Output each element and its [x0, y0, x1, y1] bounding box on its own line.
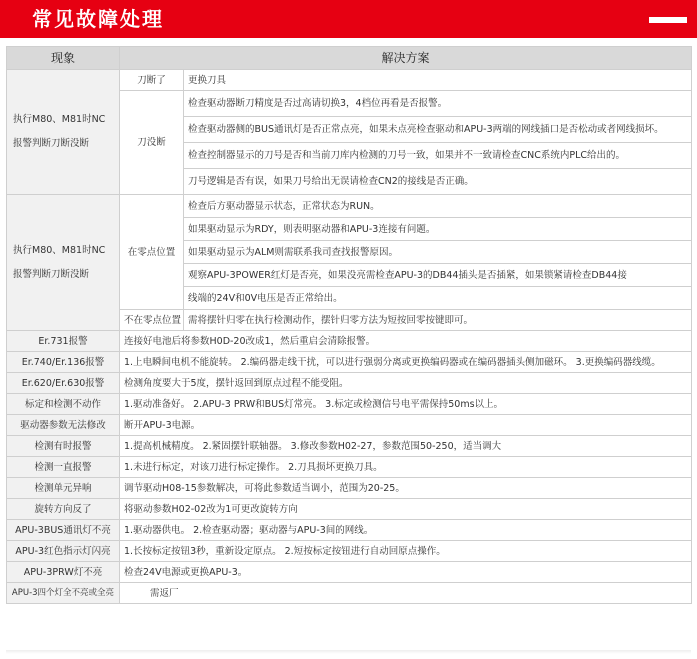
group1-solution-line: 检查驱动器侧的BUS通讯灯是否正常点亮，如果未点亮检查驱动和APU-3两端的网线插口是否松动或者网线损坏。 — [184, 117, 692, 143]
group1-solution-line: 检查驱动器断刀精度是否过高请切换3，4档位再看是否报警。 — [184, 91, 692, 117]
row-solution: 1.上电瞬间电机不能旋转。 2.编码器走线干扰，可以进行强弱分离或更换编码器或在编码器插头侧加磁环。 3.更换编码器线缆。 — [120, 352, 692, 373]
table-row — [7, 195, 692, 218]
group1-sub-broken: 刀断了 — [120, 70, 184, 91]
row-symptom: Er.620/Er.630报警 — [7, 373, 120, 394]
row-solution: 检测角度要大于5度，摆针返回到原点过程不能受阻。 — [120, 373, 692, 394]
row-solution: 将驱动参数H02-02改为1可更改旋转方向 — [120, 499, 692, 520]
table-row — [7, 562, 692, 583]
fault-table-container — [6, 46, 691, 604]
table-row — [7, 331, 692, 352]
row-symptom: 检测一直报警 — [7, 457, 120, 478]
row-symptom: 检测单元异响 — [7, 478, 120, 499]
group2-solution-line: 如果驱动显示为ALM则需联系我司查找报警原因。 — [184, 241, 692, 264]
group2-symptom-line2: 报警判断刀断没断 — [13, 268, 90, 280]
table-row — [7, 541, 692, 562]
group2-sub-not-at-zero: 不在零点位置 — [120, 310, 184, 331]
row-solution: 需返厂 — [120, 583, 692, 604]
table-header-row — [7, 47, 692, 70]
fault-table — [6, 46, 692, 604]
table-row — [7, 415, 692, 436]
table-row — [7, 352, 692, 373]
group2-sub-at-zero: 在零点位置 — [120, 195, 184, 310]
row-symptom: Er.731报警 — [7, 331, 120, 352]
row-symptom: APU-3四个灯全不亮或全亮 — [7, 583, 120, 604]
row-solution: 1.未进行标定，对该刀进行标定操作。 2.刀具损坏更换刀具。 — [120, 457, 692, 478]
group2-symptom — [7, 195, 120, 331]
table-row — [7, 436, 692, 457]
row-symptom: APU-3PRW灯不亮 — [7, 562, 120, 583]
table-row — [7, 499, 692, 520]
row-solution: 1.驱动器供电。 2.检查驱动器；驱动器与APU-3间的网线。 — [120, 520, 692, 541]
group2-solution-line: 检查后方驱动器显示状态，正常状态为RUN。 — [184, 195, 692, 218]
footer-shadow — [6, 650, 691, 654]
row-symptom: APU-3BUS通讯灯不亮 — [7, 520, 120, 541]
group1-solution-line: 刀号逻辑是否有误，如果刀号给出无误请检查CN2的接线是否正确。 — [184, 169, 692, 195]
group1-sub-not-broken: 刀没断 — [120, 91, 184, 195]
row-symptom: APU-3红色指示灯闪亮 — [7, 541, 120, 562]
table-row — [7, 457, 692, 478]
group1-solution-broken: 更换刀具 — [184, 70, 692, 91]
row-solution: 断开APU-3电源。 — [120, 415, 692, 436]
group2-solution-not-at-zero: 需将摆针归零在执行检测动作，摆针归零方法为短按回零按键即可。 — [184, 310, 692, 331]
group2-solution-line: 观察APU-3POWER红灯是否亮，如果没亮需检查APU-3的DB44插头是否插紧，如果锁紧请检查DB44接 — [184, 264, 692, 287]
row-symptom: 标定和检测不动作 — [7, 394, 120, 415]
table-row — [7, 478, 692, 499]
page-title: 常见故障处理 — [32, 7, 164, 31]
table-row — [7, 373, 692, 394]
row-solution: 1.长按标定按钮3秒，重新设定原点。 2.短按标定按钮进行自动回原点操作。 — [120, 541, 692, 562]
group2-solution-line: 如果驱动显示为RDY，则表明驱动器和APU-3连接有问题。 — [184, 218, 692, 241]
table-row — [7, 583, 692, 604]
table-row — [7, 520, 692, 541]
column-header-solution: 解决方案 — [120, 47, 692, 70]
column-header-phenomenon: 现象 — [7, 47, 120, 70]
row-solution: 调节驱动H08-15参数解决，可将此参数适当调小，范围为20-25。 — [120, 478, 692, 499]
group1-symptom-line2: 报警判断刀断没断 — [13, 138, 90, 149]
row-solution: 1.提高机械精度。 2.紧固摆针联轴器。 3.修改参数H02-27，参数范围50-250，适当调大 — [120, 436, 692, 457]
group1-symptom — [7, 70, 120, 195]
row-symptom: 旋转方向反了 — [7, 499, 120, 520]
group2-solution-line: 线端的24V和0V电压是否正常给出。 — [184, 287, 692, 310]
table-row — [7, 394, 692, 415]
header-bar-decoration — [649, 17, 687, 23]
group2-symptom-line1: 执行M80、M81时NC — [13, 244, 106, 256]
row-symptom: 驱动器参数无法修改 — [7, 415, 120, 436]
group1-symptom-line1: 执行M80、M81时NC — [13, 114, 106, 125]
page-header — [0, 0, 697, 38]
row-solution: 检查24V电源或更换APU-3。 — [120, 562, 692, 583]
row-symptom: Er.740/Er.136报警 — [7, 352, 120, 373]
row-solution: 1.驱动准备好。 2.APU-3 PRW和BUS灯常亮。 3.标定或检测信号电平需保持50ms以上。 — [120, 394, 692, 415]
row-solution: 连接好电池后将参数H0D-20改成1，然后重启会清除报警。 — [120, 331, 692, 352]
group1-solution-line: 检查控制器显示的刀号是否和当前刀库内检测的刀号一致，如果并不一致请检查CNC系统内PLC给出的。 — [184, 143, 692, 169]
row-symptom: 检测有时报警 — [7, 436, 120, 457]
table-row — [7, 70, 692, 91]
